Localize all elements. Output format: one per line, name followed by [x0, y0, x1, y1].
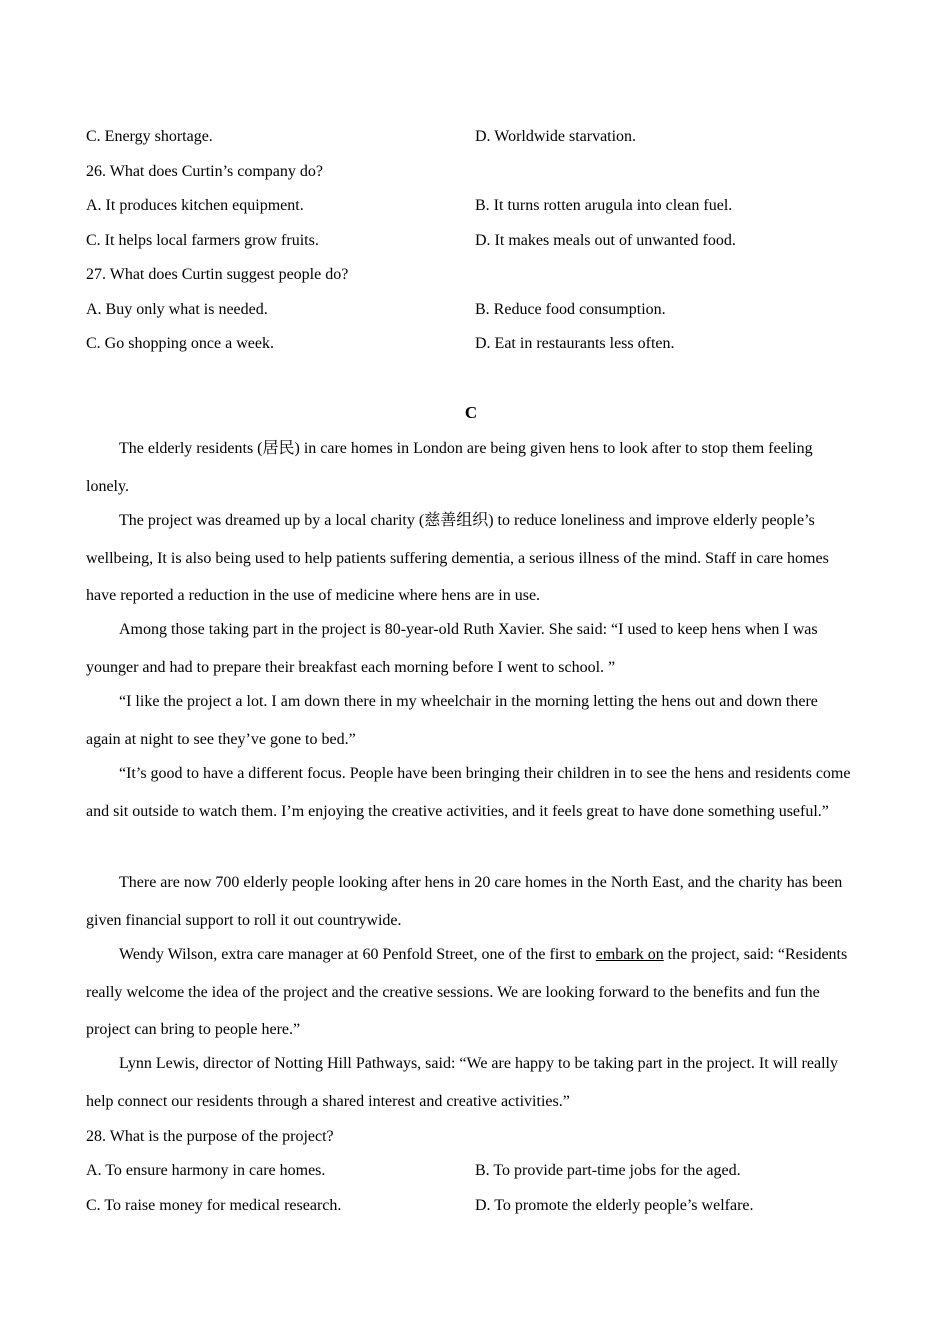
q27-option-a: A. Buy only what is needed. [86, 301, 268, 318]
passage-paragraph-8: Lynn Lewis, director of Notting Hill Pathways, said: “We are happy to be taking part in the project. It will really help connect our residents through a shared interest and creative activities.” [86, 1055, 838, 1110]
q28-option-c: C. To raise money for medical research. [86, 1197, 342, 1214]
q26-option-a: A. It produces kitchen equipment. [86, 197, 304, 214]
q27-option-b: B. Reduce food consumption. [475, 301, 666, 318]
q28-option-b: B. To provide part-time jobs for the aged. [475, 1162, 741, 1179]
section-title: C [464, 403, 478, 422]
q25-option-c: C. Energy shortage. [86, 128, 213, 145]
passage-paragraph-7: Wendy Wilson, extra care manager at 60 Penfold Street, one of the first to embark on the project, said: “Residents really welcome the idea of the project and the creative sessions. We are looking forward to the benefits and fun the project can bring to people here.” [86, 946, 848, 1038]
passage-paragraph-4: “I like the project a lot. I am down there in my wheelchair in the morning letting the hens out and down there again at night to see they’ve gone to bed.” [86, 693, 818, 748]
passage-paragraph-1: The elderly residents (居民) in care homes in London are being given hens to look after to stop them feeling lonely. [86, 440, 813, 495]
passage-paragraph-6: There are now 700 elderly people looking after hens in 20 care homes in the North East, and the charity has been given financial support to roll it out countrywide. [86, 874, 843, 929]
q26-option-d: D. It makes meals out of unwanted food. [475, 232, 736, 249]
q28-option-d: D. To promote the elderly people’s welfare. [475, 1197, 754, 1214]
q27-option-c: C. Go shopping once a week. [86, 335, 274, 352]
q28-question: 28. What is the purpose of the project? [86, 1128, 334, 1145]
q28-option-a: A. To ensure harmony in care homes. [86, 1162, 326, 1179]
q26-option-c: C. It helps local farmers grow fruits. [86, 232, 319, 249]
q26-question: 26. What does Curtin’s company do? [86, 163, 323, 180]
passage-paragraph-3: Among those taking part in the project is 80-year-old Ruth Xavier. She said: “I used to keep hens when I was younger and had to prepare their breakfast each morning before I went to school. ” [86, 621, 818, 676]
q25-option-d: D. Worldwide starvation. [475, 128, 637, 145]
q27-question: 27. What does Curtin suggest people do? [86, 266, 349, 283]
underlined-phrase: embark on [595, 946, 664, 963]
q27-option-d: D. Eat in restaurants less often. [475, 335, 675, 352]
passage-paragraph-5: “It’s good to have a different focus. People have been bringing their children in to see the hens and residents come and sit outside to watch them. I’m enjoying the creative activities, and it feels great to have done something useful.” [86, 765, 851, 820]
passage-paragraph-2: The project was dreamed up by a local charity (慈善组织) to reduce loneliness and improve elderly people’s wellbeing, It is also being used to help patients suffering dementia, a serious illness of the mind. Staff in care homes have reported a reduction in the use of medicine where hens are in use. [86, 512, 829, 604]
q26-option-b: B. It turns rotten arugula into clean fuel. [475, 197, 733, 214]
